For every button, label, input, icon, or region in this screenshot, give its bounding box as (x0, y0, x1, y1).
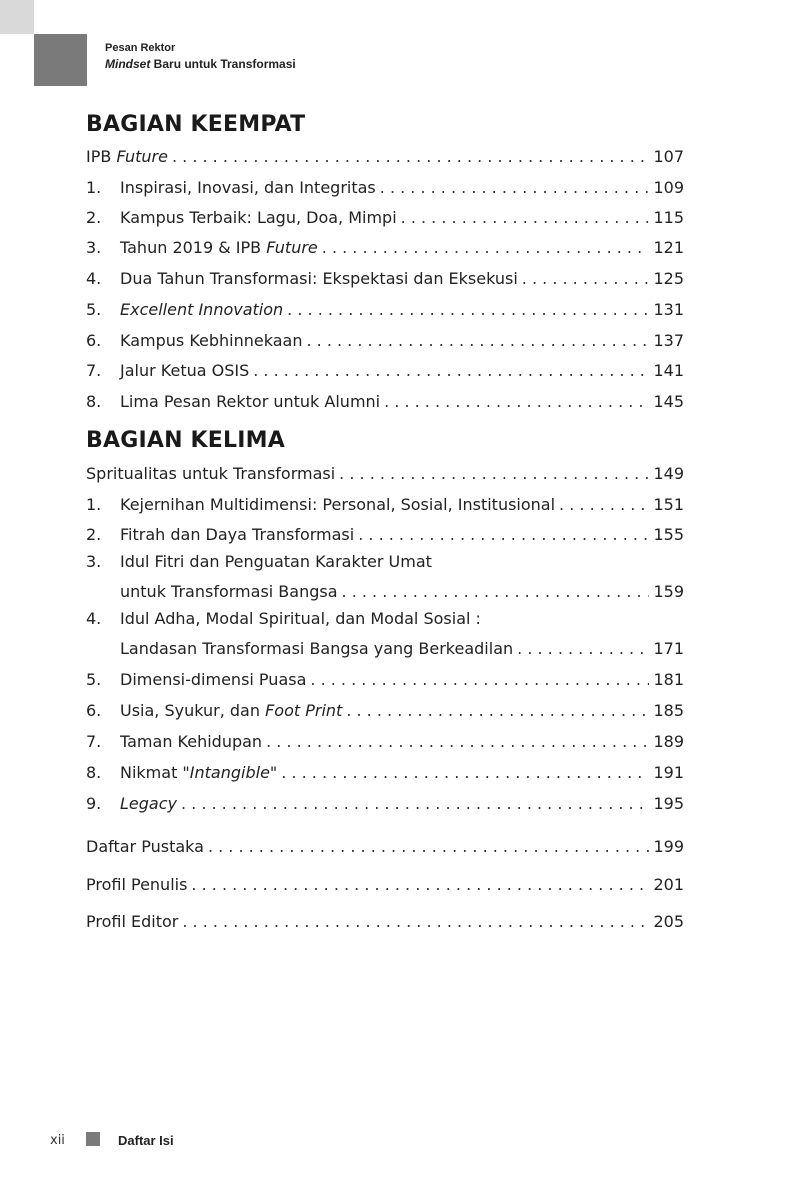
footer-square-decoration (86, 1132, 100, 1146)
leader-dots (172, 146, 649, 168)
toc-entry-first-line[interactable]: Idul Fitri dan Penguatan Karakter Umat (120, 552, 432, 571)
page-number: 171 (653, 639, 684, 658)
toc-entry[interactable]: 9. Legacy . . . 195 (86, 789, 684, 815)
toc-entry-profil-editor[interactable]: Profil Editor . . . 205 (86, 907, 684, 933)
corner-decoration-dark (34, 34, 87, 86)
page-number: 121 (653, 238, 684, 257)
leader-dots (182, 911, 649, 933)
toc-entry[interactable]: 4. Dua Tahun Transformasi: Ekspektasi dan Eksekusi . . . 125 (86, 264, 684, 290)
page-number: 145 (653, 392, 684, 411)
page-number: 201 (653, 875, 684, 894)
toc-entry[interactable]: 6. Kampus Kebhinnekaan . . . 137 (86, 326, 684, 352)
leader-dots (191, 874, 649, 896)
page-number: 155 (653, 525, 684, 544)
page-number: 115 (653, 208, 684, 227)
toc-entry-section4-intro[interactable]: IPB Future . . . 107 (86, 142, 684, 168)
page-number: 199 (653, 837, 684, 856)
page-number: 109 (653, 178, 684, 197)
toc-entry-number: 3. (86, 552, 102, 571)
running-header (105, 40, 296, 72)
toc-entry[interactable]: 1. Kejernihan Multidimensi: Personal, Sosial, Institusional . . . 151 (86, 490, 684, 516)
leader-dots (310, 669, 649, 691)
header-subtitle: Mindset Baru untuk Transformasi (105, 57, 296, 71)
leader-dots (384, 391, 649, 413)
page-number: 205 (653, 912, 684, 931)
toc-entry[interactable]: 2. Fitrah dan Daya Transformasi . . . 155 (86, 520, 684, 546)
footer-section-label: Daftar Isi (118, 1133, 174, 1148)
leader-dots (266, 731, 649, 753)
toc-entry[interactable]: 3. Tahun 2019 & IPB Future . . . 121 (86, 233, 684, 259)
leader-dots (342, 581, 650, 603)
section-title-bagian-kelima: BAGIAN KELIMA (86, 428, 285, 453)
leader-dots (346, 700, 649, 722)
toc-entry[interactable]: 6. Usia, Syukur, dan Foot Print . . . 185 (86, 696, 684, 722)
leader-dots (339, 463, 649, 485)
toc-entry[interactable]: 7. Taman Kehidupan . . . 189 (86, 727, 684, 753)
leader-dots (401, 207, 650, 229)
toc-entry[interactable]: 5. Excellent Innovation . . . 131 (86, 295, 684, 321)
toc-entry-first-line[interactable]: Idul Adha, Modal Spiritual, dan Modal Sosial : (120, 609, 481, 628)
toc-entry-profil-penulis[interactable]: Profil Penulis . . . 201 (86, 870, 684, 896)
toc-entry[interactable]: 8. Lima Pesan Rektor untuk Alumni . . . 145 (86, 387, 684, 413)
leader-dots (253, 360, 649, 382)
page-number: 141 (653, 361, 684, 380)
page-number: 151 (653, 495, 684, 514)
toc-entry[interactable]: untuk Transformasi Bangsa . . . 159 (120, 577, 684, 603)
page-number: 181 (653, 670, 684, 689)
leader-dots (522, 268, 650, 290)
toc-entry-section5-intro[interactable]: Spritualitas untuk Transformasi . . . 149 (86, 459, 684, 485)
leader-dots (208, 836, 650, 858)
page-number: 107 (653, 147, 684, 166)
page-number: 159 (653, 582, 684, 601)
page-number: 131 (653, 300, 684, 319)
page-number: 191 (653, 763, 684, 782)
header-book-title: Pesan Rektor (105, 42, 176, 54)
leader-dots (281, 762, 649, 784)
corner-decoration-light (0, 0, 34, 34)
leader-dots (306, 330, 649, 352)
page-number: 185 (653, 701, 684, 720)
section-title-bagian-keempat: BAGIAN KEEMPAT (86, 112, 306, 137)
footer-page-number: xii (50, 1133, 65, 1148)
page-number: 137 (653, 331, 684, 350)
toc-entry-number: 4. (86, 609, 102, 628)
page-number: 195 (653, 794, 684, 813)
toc-entry[interactable]: Landasan Transformasi Bangsa yang Berkeadilan . . . 171 (120, 634, 684, 660)
leader-dots (559, 494, 649, 516)
page-number: 125 (653, 269, 684, 288)
leader-dots (322, 237, 650, 259)
leader-dots (517, 638, 649, 660)
leader-dots (380, 177, 650, 199)
toc-entry-daftar-pustaka[interactable]: Daftar Pustaka . . . 199 (86, 832, 684, 858)
toc-entry[interactable]: 1. Inspirasi, Inovasi, dan Integritas . . . 109 (86, 173, 684, 199)
toc-entry[interactable]: 8. Nikmat "Intangible" . . . 191 (86, 758, 684, 784)
toc-entry[interactable]: 5. Dimensi-dimensi Puasa . . . 181 (86, 665, 684, 691)
page-number: 189 (653, 732, 684, 751)
leader-dots (181, 793, 649, 815)
page-number: 149 (653, 464, 684, 483)
leader-dots (287, 299, 649, 321)
toc-entry[interactable]: 2. Kampus Terbaik: Lagu, Doa, Mimpi . . . 115 (86, 203, 684, 229)
toc-entry[interactable]: 7. Jalur Ketua OSIS . . . 141 (86, 356, 684, 382)
leader-dots (358, 524, 649, 546)
